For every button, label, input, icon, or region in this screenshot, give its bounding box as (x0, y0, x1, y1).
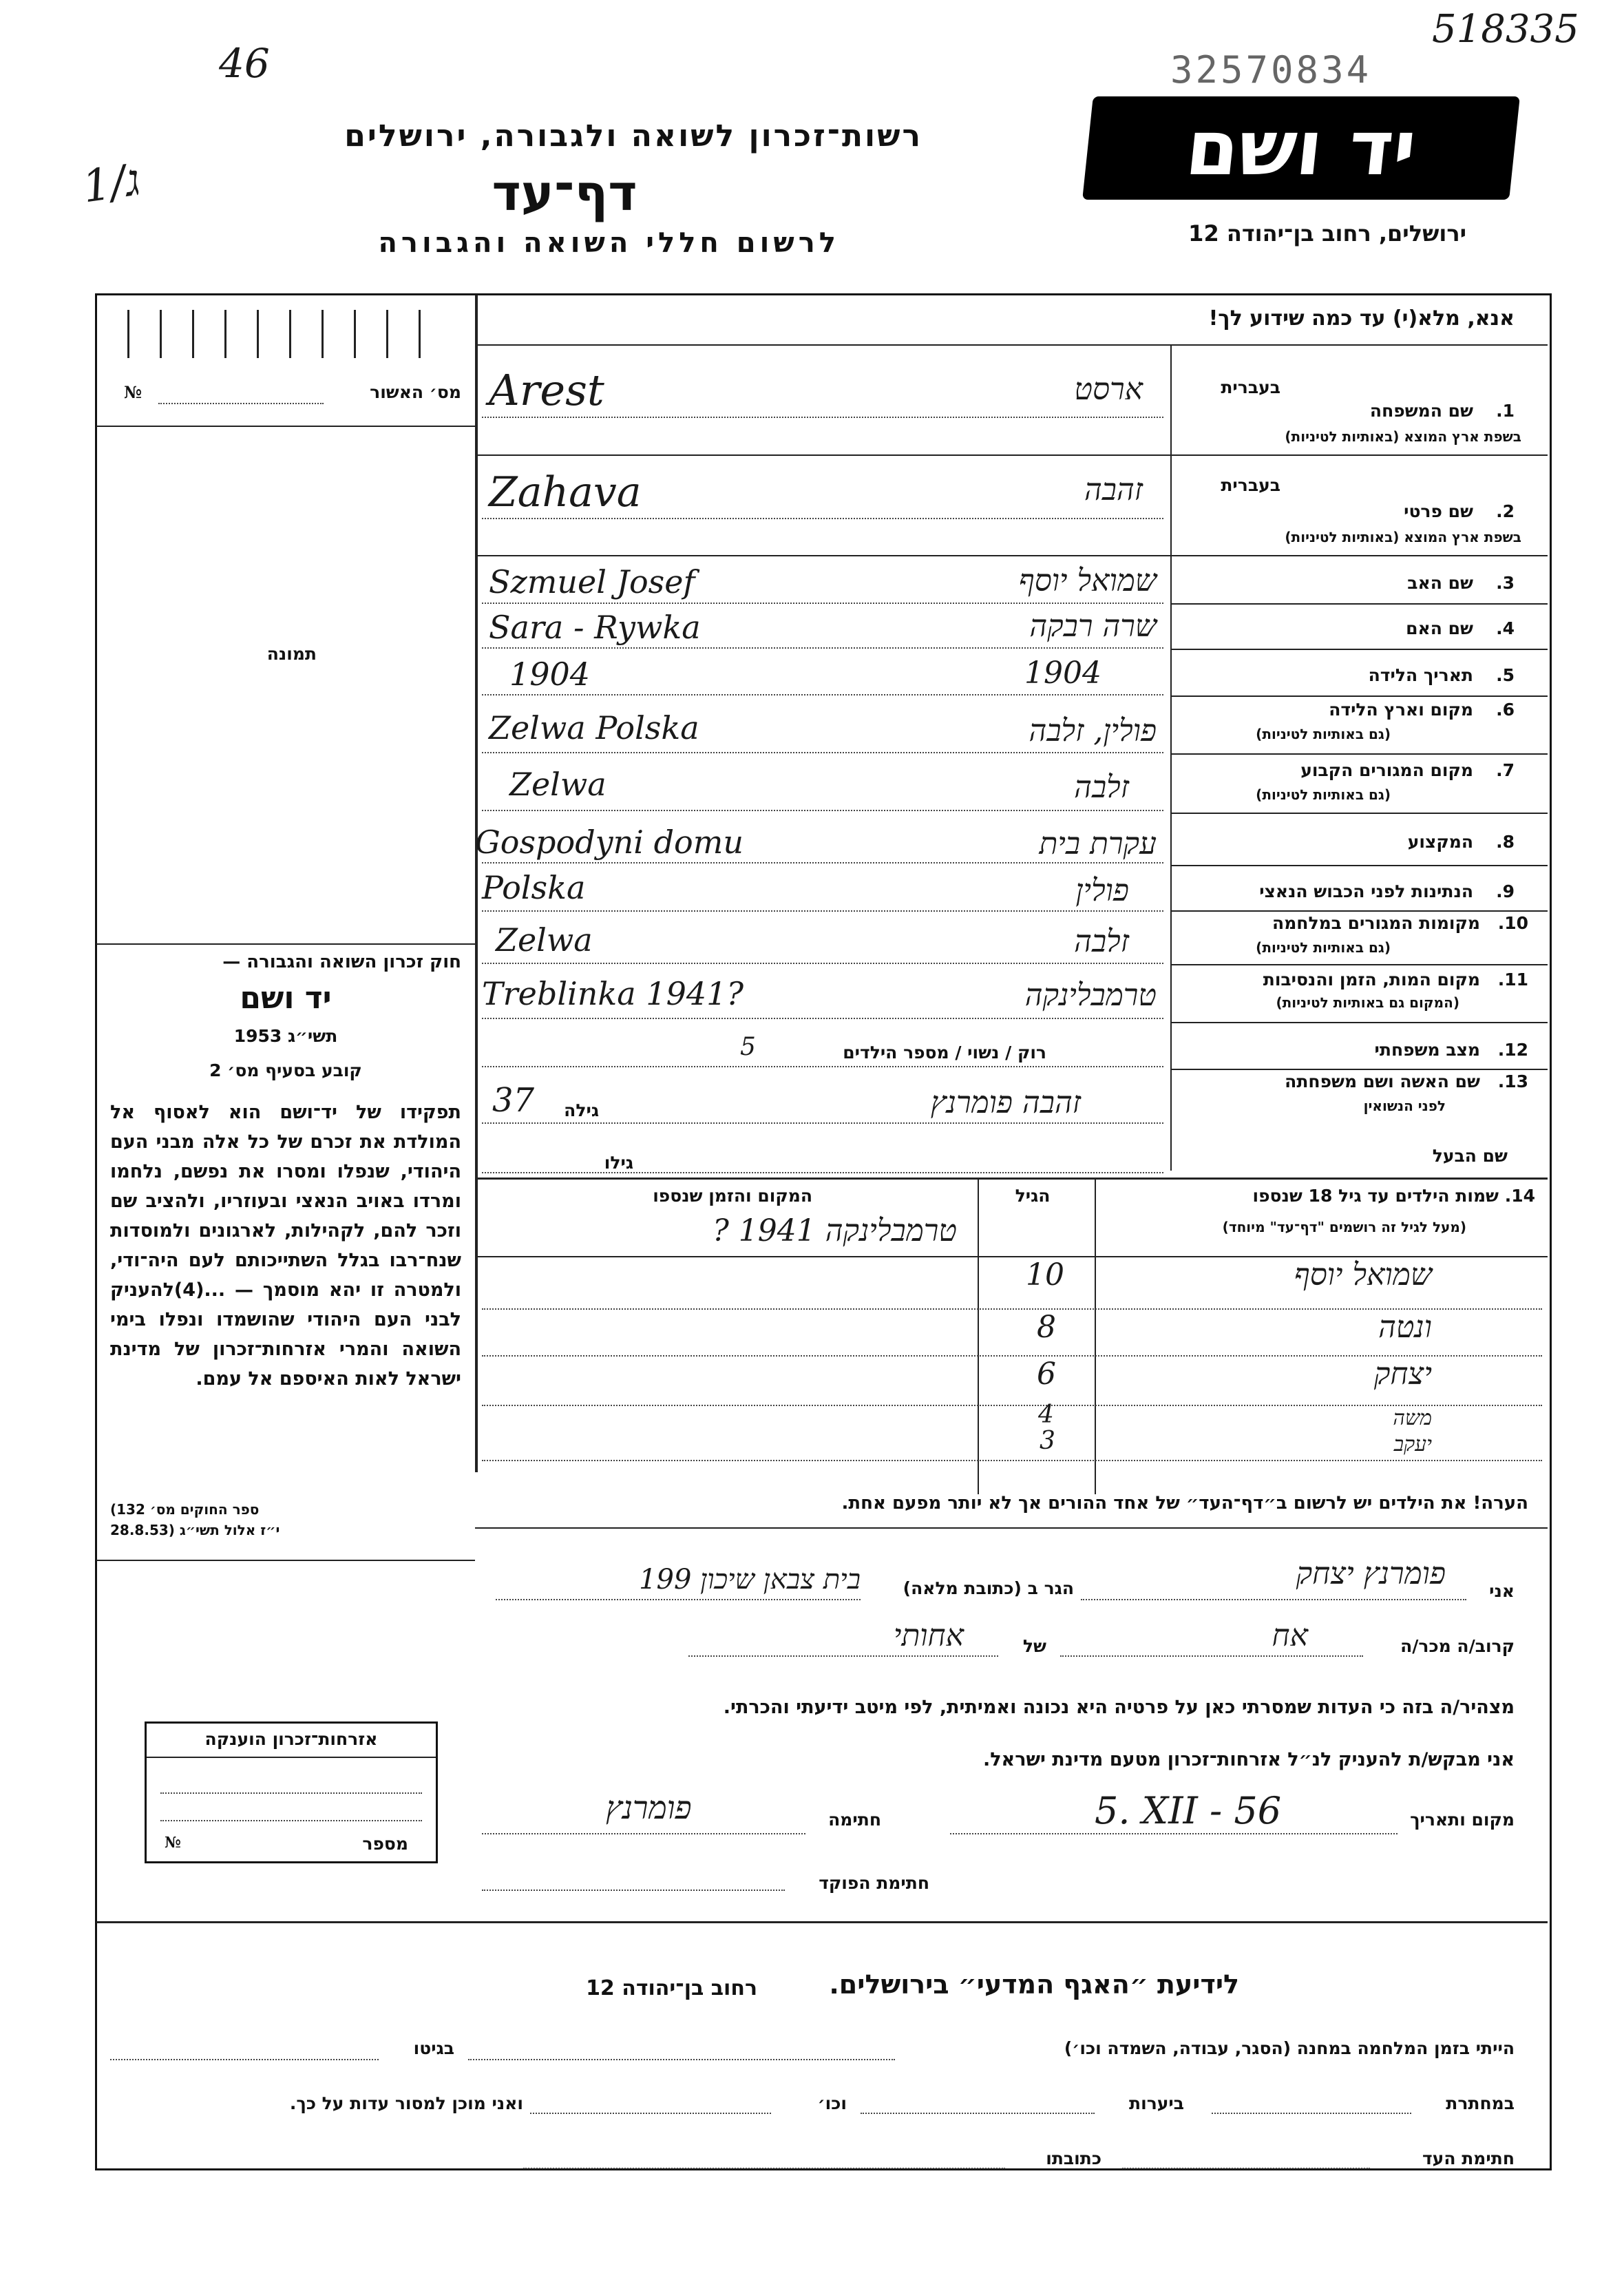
marital-options: רוק / נשוי / מספר הילדים (843, 1043, 1046, 1063)
surname-latin: Arest (489, 365, 604, 415)
bottom-title: לידיעת ״האגף המדעי״ בירושלים. (829, 1969, 1239, 2000)
marital-children-count: 5 (740, 1033, 756, 1061)
ghetto-label: בגיטו (413, 2038, 454, 2058)
child-age: 4 (1038, 1401, 1054, 1429)
law-clause: קובע בסעיף מס׳ 2 (209, 1060, 362, 1080)
declarant-label: אני (1489, 1581, 1515, 1601)
marital-label: מצב משפחתי (1374, 1040, 1480, 1060)
residence-label: מקום המגורים הקבוע (1300, 760, 1473, 780)
declaration-text-1: מצהיר/ה בזה כי העדות שמסרתי כאן על פרטיה היא נכונה ואמיתית, לפי מיטב ידיעתי והכרתי. (723, 1697, 1515, 1718)
death-place-label: מקום המות, הזמן והנסיבות (1263, 970, 1480, 990)
field-number: 2. (1496, 501, 1515, 521)
bottom-address: רחוב בן־יהודה 12 (586, 1976, 757, 2000)
mother-name-label: שם האם (1406, 618, 1473, 638)
birth-date-label: תאריך הלידה (1368, 665, 1473, 685)
citizenship-title: אזרחות־זכרון הוענקה (204, 1729, 378, 1749)
profession-latin: Gospodyni domu (475, 824, 744, 861)
law-year: תשי״ג 1953 (233, 1026, 338, 1046)
mother-name-hebrew: שרה רבקה (1029, 609, 1157, 644)
profession-hebrew: עקרת בית (1039, 826, 1157, 861)
children-header: 14. שמות הילדים עד גיל 18 שנספו (1252, 1186, 1535, 1206)
wartime-residence-hebrew: זלבה (1074, 924, 1129, 959)
child-name: משה (1393, 1406, 1432, 1430)
father-name-hebrew: שמואל יוסף (1018, 563, 1157, 598)
children-age-header: הגיל (1015, 1186, 1051, 1206)
field-number: 6. (1496, 700, 1515, 720)
etc-label: וכו׳ (817, 2093, 847, 2113)
child-age: 6 (1037, 1357, 1056, 1392)
wartime-residence-label: מקומות המגורים במלחמה (1272, 913, 1480, 933)
field-number: 10. (1497, 913, 1528, 933)
nationality-label: הנתינות לפני הכבוש הנאצי (1259, 881, 1473, 901)
law-text: תפקידו של יד־ושם הוא לאסוף אל המולדת את זכרם של כל אלה מבני העם היהודי, שנפלו ומסרו את נפשם, נלחמו ומרדו באויב הנאצי ובעוזריו, ולהציב שם וזכר להם, לקהילות, לארגונים ולמוסדות שנח־רבו בגלל השתייכותם לעם היה־ודי, ולמטרה זו יהא מוסמך — ...(4)להעניק לבני העם היהודי שהושמדו ונפלו בימי השואה והמרי אזרחות־זכרון של מדינת ישראל לאות האיספם אל עמם. (110, 1102, 461, 1390)
law-reference-2: י״ז אלול תשי״ג (28.8.53 (110, 1522, 280, 1538)
witness-signature-label: חתימת העד (1422, 2148, 1515, 2168)
father-name-latin: Szmuel Josef (489, 563, 695, 600)
child-name: יעקב (1393, 1432, 1432, 1456)
testimony-willing-label: ואני מוכן למסור עדות על כך. (289, 2093, 523, 2113)
first-name-hebrew: זהבה (1084, 472, 1143, 507)
birth-date-latin: 1904 (509, 656, 591, 693)
declaration-text-2: אני מבקש/ת להעניק לנ״ל אזרחות־זכרון מטעם מדינת ישראל. (982, 1749, 1515, 1770)
birthplace-label: מקום וארץ הלידה (1329, 700, 1473, 720)
husband-name-label: שם הבעל (1432, 1146, 1508, 1166)
of-label: של (1022, 1636, 1046, 1656)
form-intro: אנא, מלא(י) עד כמה שידוע לך! (1208, 306, 1515, 331)
residence-sub: (גם באותיות לטיניות) (1256, 786, 1391, 803)
wife-name-hebrew: זהבה פומרנץ (930, 1085, 1081, 1120)
pencil-side-mark: 1/ג (79, 154, 144, 213)
wife-age-label: גילה (564, 1100, 599, 1120)
declarant-address: בית צבאן שיכון 199 (639, 1564, 861, 1595)
husband-age-label: גילו (604, 1153, 633, 1173)
first-name-label: שם פרטי (1404, 501, 1473, 521)
of-value: אחותי (893, 1618, 964, 1653)
child-age: 3 (1040, 1427, 1055, 1455)
officer-signature-label: חתימת הפוקד (819, 1873, 929, 1893)
relative-label: קרוב/ה מכר/ה (1400, 1636, 1515, 1656)
death-place-sub: (המקום גם באותיות לטיניות) (1276, 994, 1459, 1011)
field-number: 5. (1496, 665, 1515, 685)
surname-hebrew: ארסט (1074, 372, 1143, 407)
tick-marks (127, 310, 451, 358)
field-number: 9. (1496, 881, 1515, 901)
death-place-latin: Treblinka 1941? (482, 975, 744, 1012)
child-name: ונטה (1378, 1310, 1432, 1345)
child-name: יצחק (1373, 1357, 1432, 1392)
profession-label: המקצוע (1407, 832, 1473, 852)
children-header-sub: (מעל לגיל זה רושמים "דף־עד" מיוחד) (1222, 1219, 1466, 1235)
declarant-name: פומרנץ יצחק (1296, 1556, 1446, 1591)
handwritten-number: 518335 (1432, 7, 1579, 52)
signature-value: פומרנץ (606, 1789, 692, 1826)
law-title: חוק זכרון השואה והגבורה — (222, 952, 461, 972)
citizenship-box (145, 1721, 438, 1863)
child-name: שמואל יוסף (1294, 1257, 1432, 1293)
address-label: הגר ב (כתובת מלאה) (903, 1578, 1074, 1598)
hebrew-tag: בעברית (1221, 475, 1280, 495)
nationality-latin: Polska (482, 869, 586, 906)
residence-latin: Zelwa (509, 766, 607, 803)
header-address: ירושלים, רחוב בן־יהודה 12 (1188, 220, 1466, 247)
relative-value: אח (1272, 1618, 1308, 1653)
wartime-residence-sub: (גם באותיות לטיניות) (1256, 939, 1391, 956)
yad-vashem-logo (1082, 96, 1520, 200)
field-number: 1. (1496, 401, 1515, 421)
mother-name-latin: Sara - Rywka (489, 609, 701, 646)
hebrew-tag: בעברית (1221, 377, 1280, 397)
field-number: 12. (1497, 1040, 1528, 1060)
camp-line-label: הייתי בזמן המלחמה במחנה (הסגר, עבודה, השמדה וכו׳) (1064, 2038, 1515, 2058)
residence-hebrew: זלבה (1074, 770, 1129, 805)
wartime-residence-latin: Zelwa (496, 921, 593, 959)
birthplace-hebrew: פולין, זלבה (1029, 713, 1157, 749)
witness-address-label: כתובתו (1046, 2148, 1101, 2168)
children-place-value: טרמבלינקה 1941 ? (713, 1213, 957, 1248)
authority-name: רשות־זכרון לשואה ולגבורה, ירושלים (344, 118, 922, 154)
law-reference-1: (ספר החוקים מס׳ 132 (110, 1501, 260, 1518)
child-age: 10 (1026, 1257, 1064, 1293)
place-date-value: 5. XII - 56 (1095, 1789, 1282, 1832)
forests-label: ביערות (1129, 2093, 1184, 2113)
nationality-hebrew: פולין (1075, 873, 1129, 908)
child-age: 8 (1037, 1310, 1056, 1345)
approval-number-prefix: № (124, 382, 143, 402)
field-number: 8. (1496, 832, 1515, 852)
pencil-reference: 46 (219, 40, 270, 87)
citizenship-number-prefix: № (165, 1834, 181, 1852)
wife-name-label: שם האשה ושם משפחתה (1285, 1071, 1480, 1091)
first-name-sub: בשפת ארץ המוצא (באותיות לטיניות) (1285, 529, 1521, 545)
underground-label: במחתרת (1446, 2093, 1515, 2113)
wife-name-sub: לפני הנשואין (1363, 1098, 1446, 1114)
birthplace-sub: (גם באותיות לטיניות) (1256, 726, 1391, 742)
children-note: הערה! את הילדים יש לרשום ב״דף־העד״ של אחד ההורים אך לא יותר מפעם אחת. (841, 1493, 1528, 1514)
form-subtitle: לרשום חללי השואה והגבורה (378, 227, 840, 259)
field-number: 4. (1496, 618, 1515, 638)
place-date-label: מקום ותאריך (1410, 1810, 1515, 1830)
field-number: 3. (1496, 573, 1515, 593)
field-number: 7. (1496, 760, 1515, 780)
photo-label: תמונה (266, 644, 317, 664)
law-name: יד ושם (240, 981, 332, 1016)
father-name-label: שם האב (1407, 573, 1473, 593)
stamp-number: 32570834 (1170, 48, 1372, 92)
surname-sub: בשפת ארץ המוצא (באותיות לטיניות) (1285, 428, 1521, 445)
children-place-header: המקום והזמן שנספו (653, 1186, 812, 1206)
surname-label: שם המשפחה (1369, 401, 1473, 421)
birthplace-latin: Zelwa Polska (489, 709, 699, 746)
form-title: דף־עד (492, 164, 637, 222)
field-number: 13. (1497, 1071, 1528, 1091)
signature-label: חתימה (828, 1810, 881, 1830)
wife-age-value: 37 (492, 1081, 535, 1120)
field-number: 11. (1497, 970, 1528, 990)
birth-date-hebrew: 1904 (1024, 656, 1101, 691)
first-name-latin: Zahava (489, 468, 642, 516)
death-place-hebrew: טרמבלינקה (1024, 978, 1157, 1013)
citizenship-number-label: מספר (362, 1834, 408, 1854)
logo-text: יד ושם (1181, 104, 1421, 192)
approval-number-label: מס׳ האשור (370, 382, 461, 402)
